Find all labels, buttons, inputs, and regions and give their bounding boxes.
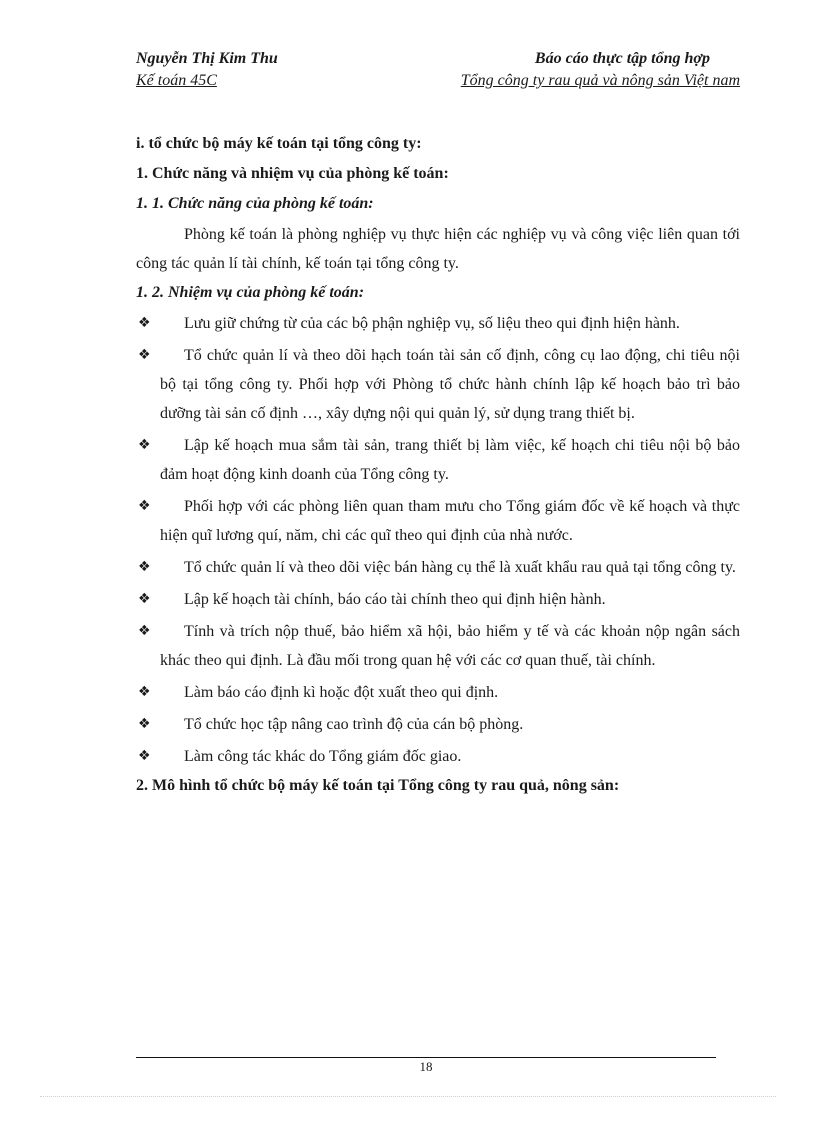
list-item: ❖ Làm báo cáo định kì hoặc đột xuất theo qui định. <box>136 678 740 707</box>
page-header-bottom <box>136 71 740 91</box>
four-diamond-bullet-icon: ❖ <box>138 591 151 607</box>
section-title-2: 2. Mô hình tổ chức bộ máy kế toán tại Tổng công ty rau quả, nông sản: <box>136 777 620 794</box>
header-company: Tổng công ty rau quả và nông sản Việt nam <box>460 72 740 89</box>
four-diamond-bullet-icon: ❖ <box>138 315 151 331</box>
list-item: ❖ Tổ chức quản lí và theo dõi việc bán hàng cụ thể là xuất khẩu rau quả tại tổng công ty. <box>136 553 740 582</box>
list-item: ❖ Tính và trích nộp thuế, bảo hiểm xã hội, bảo hiểm y tế và các khoản nộp ngân sách khác theo qui định. Là đầu mối trong quan hệ với các cơ quan thuế, tài chính. <box>136 617 740 675</box>
section-title-1-1: 1. 1. Chức năng của phòng kế toán: <box>136 195 374 212</box>
header-author: Nguyễn Thị Kim Thu <box>136 50 278 67</box>
paragraph-function: Phòng kế toán là phòng nghiệp vụ thực hiện các nghiệp vụ và công việc liên quan tới công tác quản lí tài chính, kế toán tại tổng công ty. <box>136 226 740 272</box>
four-diamond-bullet-icon: ❖ <box>138 559 151 575</box>
header-class: Kế toán 45C <box>136 72 217 89</box>
list-item: ❖ Tổ chức học tập nâng cao trình độ của cán bộ phòng. <box>136 710 740 739</box>
four-diamond-bullet-icon: ❖ <box>138 716 151 732</box>
four-diamond-bullet-icon: ❖ <box>138 623 151 639</box>
page-header-top <box>136 49 740 69</box>
section-title-main: i. tổ chức bộ máy kế toán tại tổng công ty: <box>136 135 422 152</box>
page-number: 18 <box>419 1059 433 1074</box>
document-body <box>136 133 740 797</box>
page-edge-divider <box>40 1096 776 1097</box>
four-diamond-bullet-icon: ❖ <box>138 347 151 363</box>
section-title-1-2: 1. 2. Nhiệm vụ của phòng kế toán: <box>136 284 365 301</box>
list-item: ❖ Lập kế hoạch tài chính, báo cáo tài chính theo qui định hiện hành. <box>136 585 740 614</box>
four-diamond-bullet-icon: ❖ <box>138 437 151 453</box>
section-title-1: 1. Chức năng và nhiệm vụ của phòng kế toán: <box>136 165 449 182</box>
list-item: ❖ Lập kế hoạch mua sắm tài sản, trang thiết bị làm việc, kế hoạch chi tiêu nội bộ bảo đảm hoạt động kinh doanh của Tổng công ty. <box>136 431 740 489</box>
header-report-title: Báo cáo thực tập tổng hợp <box>534 50 710 67</box>
four-diamond-bullet-icon: ❖ <box>138 498 151 514</box>
list-item: ❖ Làm công tác khác do Tổng giám đốc giao. <box>136 742 740 771</box>
list-item: ❖ Phối hợp với các phòng liên quan tham mưu cho Tổng giám đốc về kế hoạch và thực hiện quĩ lương quí, năm, chi các quĩ theo qui định của nhà nước. <box>136 492 740 550</box>
four-diamond-bullet-icon: ❖ <box>138 748 151 764</box>
list-item: ❖ Lưu giữ chứng từ của các bộ phận nghiệp vụ, số liệu theo qui định hiện hành. <box>136 309 740 338</box>
list-item: ❖ Tổ chức quản lí và theo dõi hạch toán tài sản cố định, công cụ lao động, chi tiêu nội bộ tại tổng công ty. Phối hợp với Phòng tổ chức hành chính lập kế hoạch bảo trì bảo dưỡng tài sản cố định …, xây dựng nội qui quản lý, sử dụng trang thiết bị. <box>136 341 740 428</box>
footer-divider <box>136 1057 716 1058</box>
four-diamond-bullet-icon: ❖ <box>138 684 151 700</box>
duties-list <box>136 309 740 771</box>
